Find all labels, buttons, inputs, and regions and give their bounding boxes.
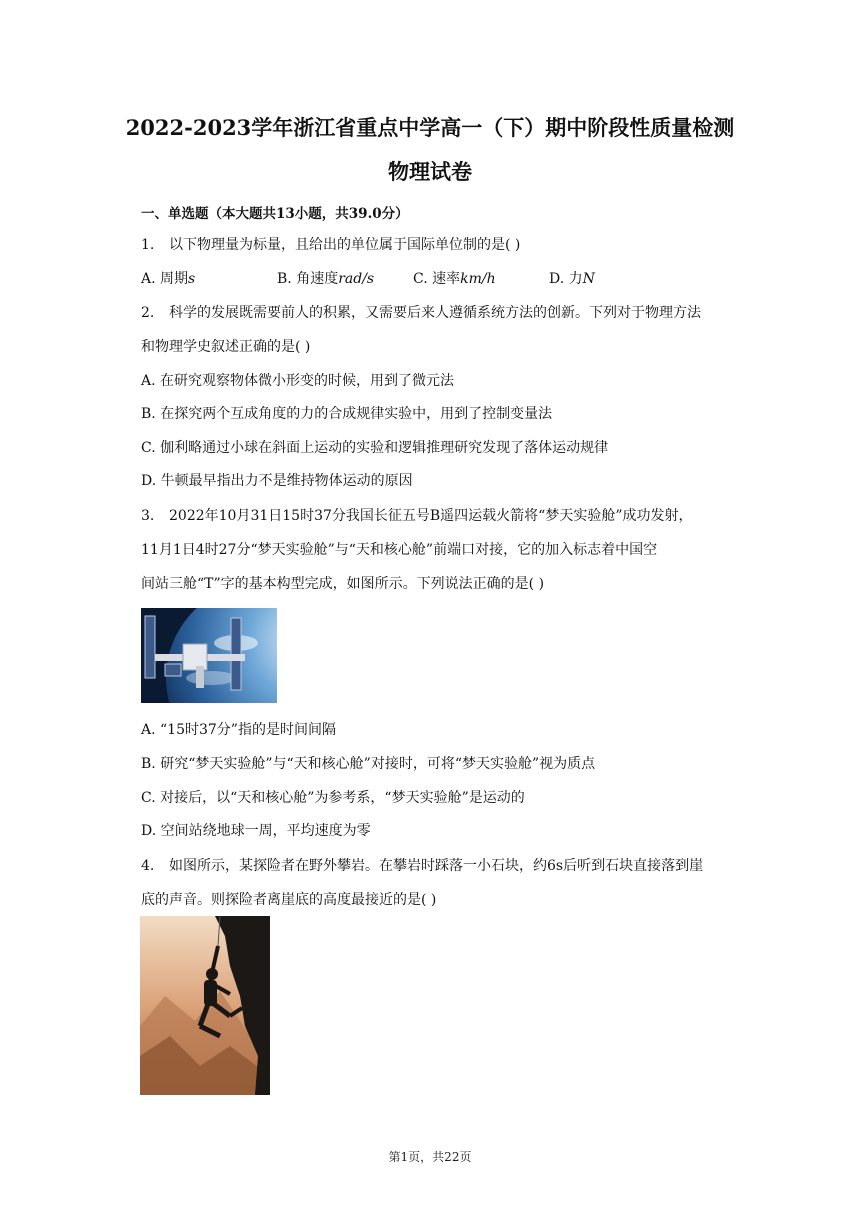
option-b: B. 角速度rad/s bbox=[277, 271, 375, 287]
question-number: 1. bbox=[141, 237, 155, 253]
question-number: 2. bbox=[141, 305, 155, 321]
option-d: D. 力N bbox=[549, 271, 595, 287]
option-c: C. 速率km/h bbox=[413, 271, 496, 287]
option-a: A. “15时37分”指的是时间间隔 bbox=[141, 722, 336, 738]
option-d: D. 牛顿最早指出力不是维持物体运动的原因 bbox=[141, 473, 413, 489]
option-b: B. 在探究两个互成角度的力的合成规律实验中，用到了控制变量法 bbox=[141, 406, 553, 422]
question-1-stem bbox=[141, 235, 520, 255]
question-number: 4. bbox=[141, 858, 155, 874]
exam-title-line1: 2022-2023学年浙江省重点中学高一（下）期中阶段性质量检测 bbox=[125, 115, 735, 140]
question-text: 以下物理量为标量，且给出的单位属于国际单位制的是( ) bbox=[169, 237, 521, 253]
question-text: 科学的发展既需要前人的积累，又需要后来人遵循系统方法的创新。下列对于物理方法 bbox=[169, 305, 701, 321]
option-a: A. 在研究观察物体微小形变的时候，用到了微元法 bbox=[141, 373, 455, 389]
question-3-stem bbox=[141, 506, 693, 526]
question-3-stem-cont: 11月1日4时27分“梦天实验舱”与“天和核心舱”前端口对接，它的加入标志着中国空 bbox=[141, 542, 658, 558]
page-footer: 第1页，共22页 bbox=[388, 1150, 472, 1164]
question-2-stem-cont: 和物理学史叙述正确的是( ) bbox=[141, 339, 311, 355]
option-c: C. 伽利略通过小球在斜面上运动的实验和逻辑推理研究发现了落体运动规律 bbox=[141, 440, 609, 456]
exam-title-line2: 物理试卷 bbox=[388, 159, 472, 184]
question-text: 2022年10月31日15时37分我国长征五号B遥四运载火箭将“梦天实验舱”成功发射， bbox=[169, 508, 693, 524]
option-c: C. 对接后，以“天和核心舱”为参考系，“梦天实验舱”是运动的 bbox=[141, 790, 525, 806]
question-4-stem-cont: 底的声音。则探险者离崖底的高度最接近的是( ) bbox=[141, 892, 437, 908]
question-1-options bbox=[141, 269, 741, 289]
question-3-stem-cont: 间站三舱“T”字的基本构型完成，如图所示。下列说法正确的是( ) bbox=[141, 576, 545, 592]
question-4-stem bbox=[141, 856, 703, 876]
section-heading: 一、单选题（本大题共13小题，共39.0分） bbox=[141, 206, 409, 222]
question-number: 3. bbox=[141, 508, 155, 524]
option-b: B. 研究“梦天实验舱”与“天和核心舱”对接时，可将“梦天实验舱”视为质点 bbox=[141, 756, 596, 772]
question-2-stem bbox=[141, 303, 701, 323]
question-text: 如图所示，某探险者在野外攀岩。在攀岩时踩落一小石块，约6s后听到石块直接落到崖 bbox=[169, 858, 704, 874]
option-d: D. 空间站绕地球一周，平均速度为零 bbox=[141, 823, 371, 839]
space-station-image bbox=[141, 608, 277, 703]
rock-climber-image bbox=[140, 916, 270, 1095]
option-a: A. 周期s bbox=[141, 271, 196, 287]
